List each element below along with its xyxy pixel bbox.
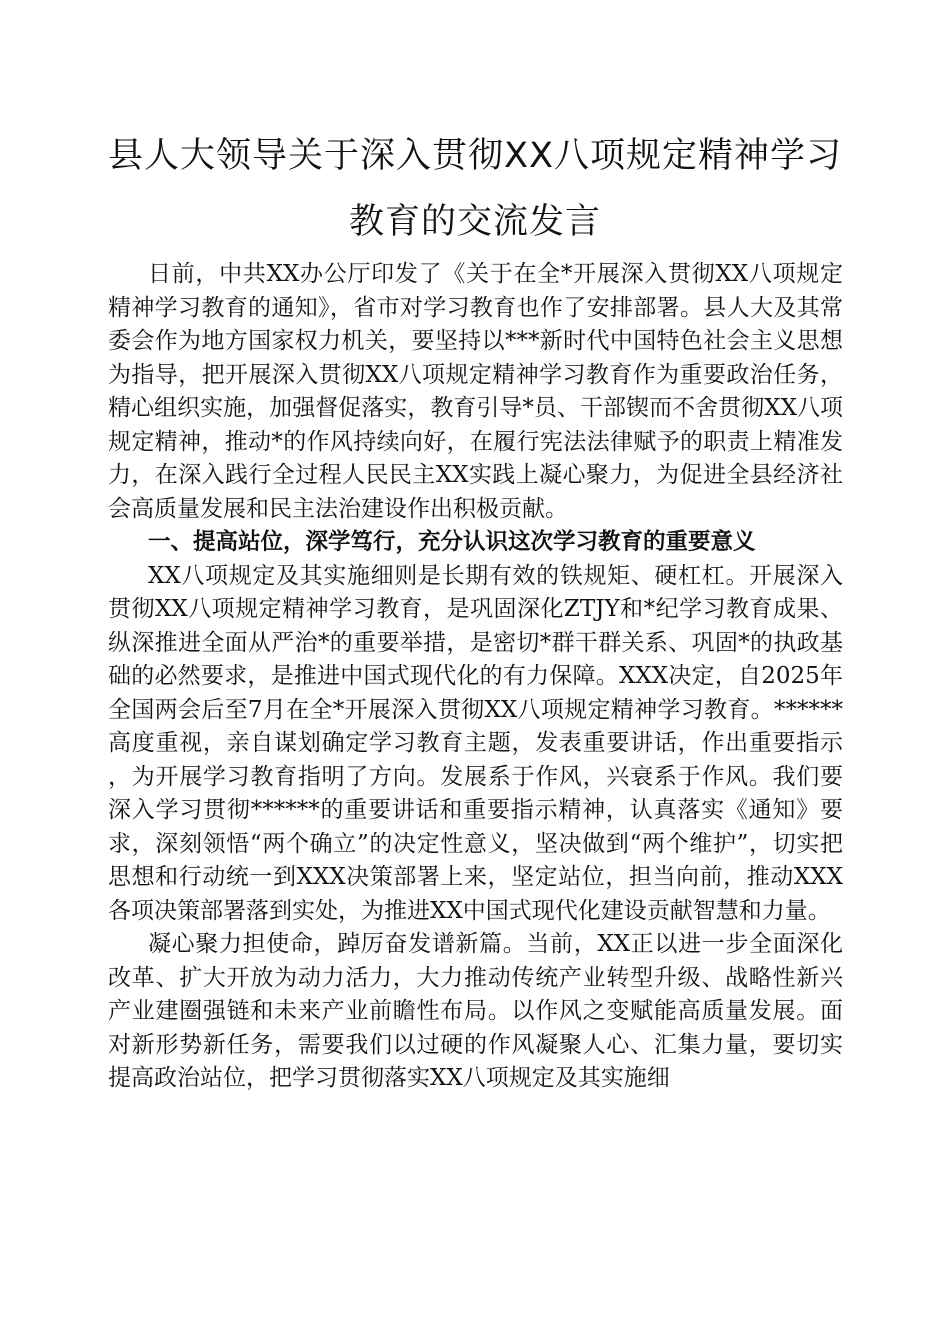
paragraph-2: XX八项规定及其实施细则是长期有效的铁规矩、硬杠杠。开展深入贯彻XX八项规定精神学习教育，是巩固深化ZTJY和*纪学习教育成果、纵深推进全面从严治*的重要举措，是密切*群干群关系、巩固*的执政基础的必然要求，是推进中国式现代化的有力保障。XXX决定，自2025年全国两会后至7月在全*开展深入贯彻XX八项规定精神学习教育。******高度重视，亲自谋划确定学习教育主题，发表重要讲话，作出重要指示，为开展学习教育指明了方向。发展系于作风，兴衰系于作风。我们要深入学习贯彻******的重要讲话和重要指示精神，认真落实《通知》要求，深刻领悟“两个确立”的决定性意义，坚决做到“两个维护”，切实把思想和行动统一到XXX决策部署上来，坚定站位，担当向前，推动XXX各项决策部署落到实处，为推进XX中国式现代化建设贡献智慧和力量。 [108, 562, 843, 924]
section-heading-1: 一、提高站位，深学笃行，充分认识这次学习教育的重要意义 [148, 529, 756, 555]
document-title-line-2: 教育的交流发言 [348, 202, 601, 242]
paragraph-3: 凝心聚力担使命，踔厉奋发谱新篇。当前，XX正以进一步全面深化改革、扩大开放为动力活力，大力推动传统产业转型升级、战略性新兴产业建圈强链和未来产业前瞻性布局。以作风之变赋能高质量发展。面对新形势新任务，需要我们以过硬的作风凝聚人心、汇集力量，要切实提高政治站位，把学习贯彻落实XX八项规定及其实施细 [108, 931, 843, 1091]
document-title-line-1: 县人大领导关于深入贯彻XX八项规定精神学习 [108, 136, 842, 176]
paragraph-1: 日前，中共XX办公厅印发了《关于在全*开展深入贯彻XX八项规定精神学习教育的通知》，省市对学习教育也作了安排部署。县人大及其常委会作为地方国家权力机关，要坚持以***新时代中国特色社会主义思想为指导，把开展深入贯彻XX八项规定精神学习教育作为重要政治任务，精心组织实施，加强督促落实，教育引导*员、干部锲而不舍贯彻XX八项规定精神，推动*的作风持续向好，在履行宪法法律赋予的职责上精准发力，在深入践行全过程人民民主XX实践上凝心聚力，为促进全县经济社会高质量发展和民主法治建设作出积极贡献。 [108, 261, 843, 522]
document-body [108, 258, 843, 1096]
